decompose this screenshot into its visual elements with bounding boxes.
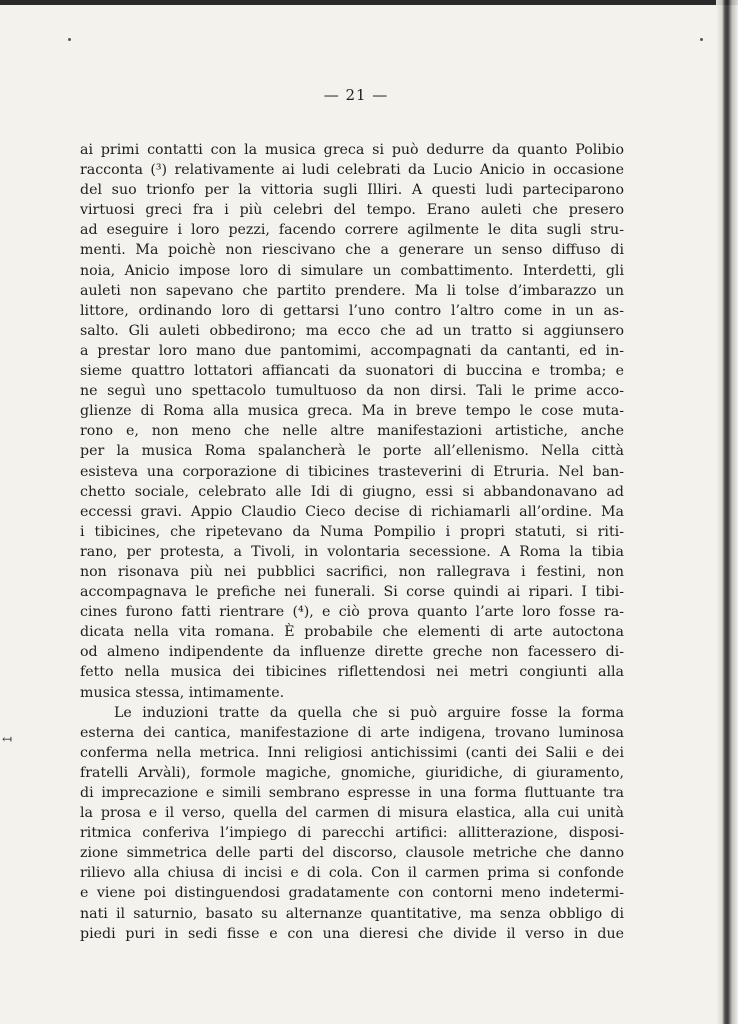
text-line: i tibicines, che ripetevano da Numa Pompilio i propri statuti, si riti-: [80, 523, 624, 540]
text-line: piedi puri in sedi fisse e con una dieresi che divide il verso in due: [80, 925, 624, 942]
text-line: racconta (³) relativamente ai ludi celebrati da Lucio Anicio in occasione: [80, 162, 624, 179]
text-line: sieme quattro lottatori affiancati da suonatori di buccina e tromba; e: [80, 363, 624, 380]
text-line: rilievo alla chiusa di incisi e di cola. Con il carmen prima si confonde: [80, 865, 624, 882]
text-line: rono e, non meno che nelle altre manifestazioni artistiche, anche: [80, 423, 624, 440]
text-line: a prestar loro mano due pantomimi, accompagnati da cantanti, ed in-: [80, 342, 624, 359]
text-line: di imprecazione e simili sembrano espresse in una forma fluttuante tra: [80, 785, 624, 801]
text-line: fratelli Arvàli), formole magiche, gnomiche, giuridiche, di giuramento,: [80, 764, 624, 781]
text-line: ne seguì uno spettacolo tumultuoso da non dirsi. Tali le prime acco-: [80, 383, 624, 400]
text-line: musica stessa, intimamente.: [80, 684, 285, 701]
text-line: non risonava più nei pubblici sacrifici, non rallegrava i festini, non: [80, 563, 624, 580]
text-line: ai primi contatti con la musica greca si può dedurre da quanto Polibio: [80, 142, 624, 158]
text-line: conferma nella metrica. Inni religiosi antichissimi (canti dei Salii e dei: [80, 744, 624, 761]
text-line: ad eseguire i loro pezzi, facendo correre agilmente le dita sugli stru-: [80, 222, 624, 239]
text-line: accompagnava le prefiche nei funerali. Si corse quindi ai ripari. I tibi-: [80, 584, 624, 601]
text-line: dicata nella vita romana. È probabile che elementi di arte autoctona: [80, 624, 624, 641]
text-line: eccessi gravi. Appio Claudio Cieco decise di richiamarli all’ordine. Ma: [80, 503, 624, 520]
text-line: esterna dei cantica, manifestazione di arte indigena, trovano luminosa: [80, 724, 624, 741]
text-line: rano, per protesta, a Tivoli, in volontaria secessione. A Roma la tibia: [80, 543, 624, 560]
scan-binding-edge: [716, 0, 738, 1024]
body-text: [80, 140, 624, 944]
text-line: zione simmetrica delle parti del discorso, clausole metriche che danno: [80, 845, 624, 862]
text-line: auleti non sapevano che partito prendere. Ma li tolse d’imbarazzo un: [80, 282, 624, 299]
text-line: del suo trionfo per la vittoria sugli Illiri. A questi ludi parteciparono: [80, 182, 624, 199]
text-line: salto. Gli auleti obbedirono; ma ecco che ad un tratto si aggiunsero: [80, 322, 624, 339]
text-line: virtuosi greci fra i più celebri del tempo. Erano auleti che presero: [80, 202, 624, 219]
text-line: cines furono fatti rientrare (⁴), e ciò prova quanto l’arte loro fosse ra-: [80, 604, 624, 621]
paragraph-2: [80, 703, 624, 944]
text-line: e viene poi distinguendosi gradatamente con contorni meno indetermi-: [80, 885, 624, 902]
text-line: la prosa e il verso, quella del carmen di misura elastica, alla cui unità: [80, 805, 624, 822]
text-line: esisteva una corporazione di tibicines trasteverini di Etruria. Nel ban-: [80, 463, 624, 480]
page-number: — 21 —: [323, 86, 389, 104]
text-line: Le induzioni tratte da quella che si può arguire fosse la forma: [114, 704, 624, 721]
text-line: per la musica Roma spalancherà le porte all’ellenismo. Nella città: [80, 443, 624, 460]
scan-speck: [700, 38, 703, 41]
text-line: menti. Ma poichè non riescivano che a generare un senso diffuso di: [80, 242, 624, 259]
text-line: nati il saturnio, basato su alternanze quantitative, ma senza obbligo di: [80, 905, 624, 922]
text-line: chetto sociale, celebrato alle Idi di giugno, essi si abbandonavano ad: [80, 483, 624, 500]
margin-mark: ↤: [2, 732, 13, 746]
scan-top-edge: [0, 0, 738, 5]
text-line: noia, Anicio impose loro di simulare un combattimento. Interdetti, gli: [80, 262, 624, 279]
text-line: od almeno indipendente da influenze dirette greche non facessero di-: [80, 644, 624, 661]
paragraph-1: [80, 140, 624, 703]
text-line: glienze di Roma alla musica greca. Ma in breve tempo le cose muta-: [80, 403, 624, 420]
scan-speck: [68, 38, 71, 41]
text-line: fetto nella musica dei tibicines riflettendosi nei metri congiunti alla: [80, 664, 624, 681]
text-line: ritmica conferiva l’impiego di parecchi artifici: allitterazione, disposi-: [80, 825, 624, 842]
text-line: littore, ordinando loro di gettarsi l’uno contro l’altro come in un as-: [80, 302, 624, 319]
